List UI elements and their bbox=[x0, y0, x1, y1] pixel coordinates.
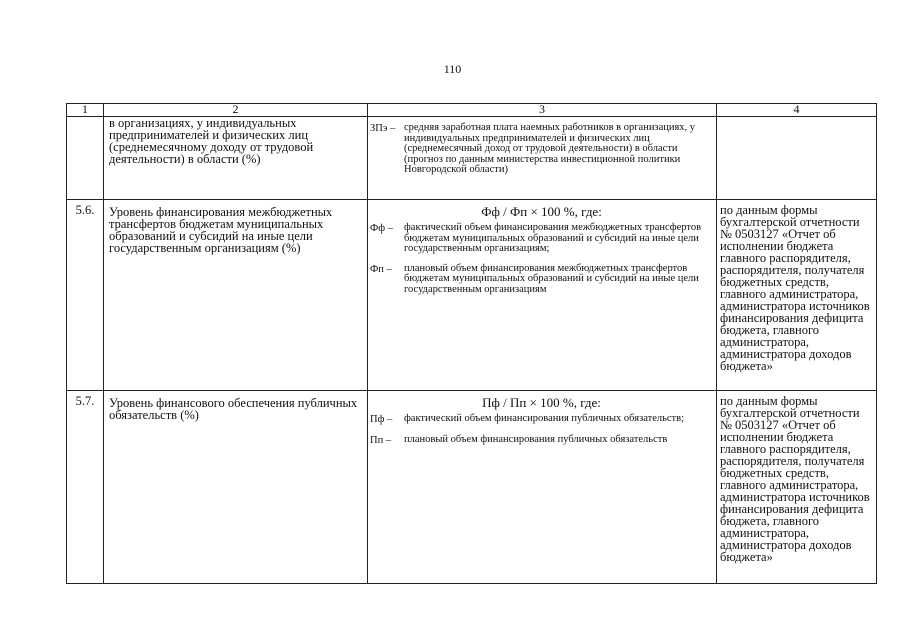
row-number bbox=[67, 117, 104, 200]
definition-text: фактический объем финансирования межбюджетных трансфертов бюджетам муниципальных образований и субсидий на иные цели государственным организациям; bbox=[404, 222, 702, 254]
definition-text: фактический объем финансирования публичных обязательств; bbox=[404, 413, 685, 424]
indicator-name: Уровень финансирования межбюджетных трансфертов бюджетам муниципальных образований и субсидий на иные цели государственным организациям (%) bbox=[104, 200, 368, 391]
definition-text: плановый объем финансирования публичных обязательств bbox=[404, 434, 668, 445]
definition-symbol: Фф – bbox=[370, 223, 393, 234]
definition-symbol: Фп – bbox=[370, 263, 392, 275]
row-number: 5.7. bbox=[67, 391, 104, 584]
table-header-row bbox=[67, 104, 877, 117]
indicator-name: Уровень финансового обеспечения публичных обязательств (%) bbox=[104, 391, 368, 584]
column-header: 2 bbox=[104, 104, 368, 117]
definition-symbol: Пф – bbox=[370, 414, 393, 425]
data-source: по данным формы бухгалтерской отчетности № 0503127 «Отчет об исполнении бюджета главного распорядителя, распорядителя, получателя бюджетных средств, главного администратора, администратора источников финансирования дефицита бюджета, главного администратора, администратора доходов бюджета» bbox=[717, 200, 877, 391]
row-number: 5.6. bbox=[67, 200, 104, 391]
formula-cell bbox=[368, 391, 717, 584]
column-header: 4 bbox=[717, 104, 877, 117]
indicator-name: в организациях, у индивидуальных предпринимателей и физических лиц (среднемесячному доходу от трудовой деятельности) в области (%) bbox=[104, 117, 368, 200]
column-header: 1 bbox=[67, 104, 104, 117]
formula-cell bbox=[368, 200, 717, 391]
formula-cell bbox=[368, 117, 717, 200]
table-row bbox=[67, 200, 877, 391]
definition-symbol: Пп – bbox=[370, 435, 392, 446]
definition-symbol: ЗПэ – bbox=[370, 123, 396, 134]
column-header: 3 bbox=[368, 104, 717, 117]
definition bbox=[370, 223, 713, 255]
definition bbox=[370, 414, 713, 426]
definition-text: средняя заработная плата наемных работников в организациях, у индивидуальных предпринимателей и физических лиц (среднемесячный доход от трудовой деятельности) в области (прогноз по данным министерства инвестиционной политики Новгородской области) bbox=[404, 122, 696, 175]
definition bbox=[370, 264, 713, 296]
table-row bbox=[67, 391, 877, 584]
formula: Фф / Фп × 100 %, где: bbox=[481, 204, 602, 219]
definition bbox=[370, 123, 713, 176]
indicators-table bbox=[66, 103, 877, 584]
formula: Пф / Пп × 100 %, где: bbox=[482, 395, 601, 410]
page-number: 110 bbox=[443, 62, 462, 76]
data-source: по данным формы бухгалтерской отчетности № 0503127 «Отчет об исполнении бюджета главного распорядителя, распорядителя, получателя бюджетных средств, главного администратора, администратора источников финансирования дефицита бюджета, главного администратора, администратора доходов бюджета» bbox=[717, 391, 877, 584]
data-source bbox=[717, 117, 877, 200]
definition-text: плановый объем финансирования межбюджетных трансфертов бюджетам муниципальных образований и субсидий на иные цели государственным организациям bbox=[404, 262, 699, 295]
table-row bbox=[67, 117, 877, 200]
definition bbox=[370, 435, 713, 447]
